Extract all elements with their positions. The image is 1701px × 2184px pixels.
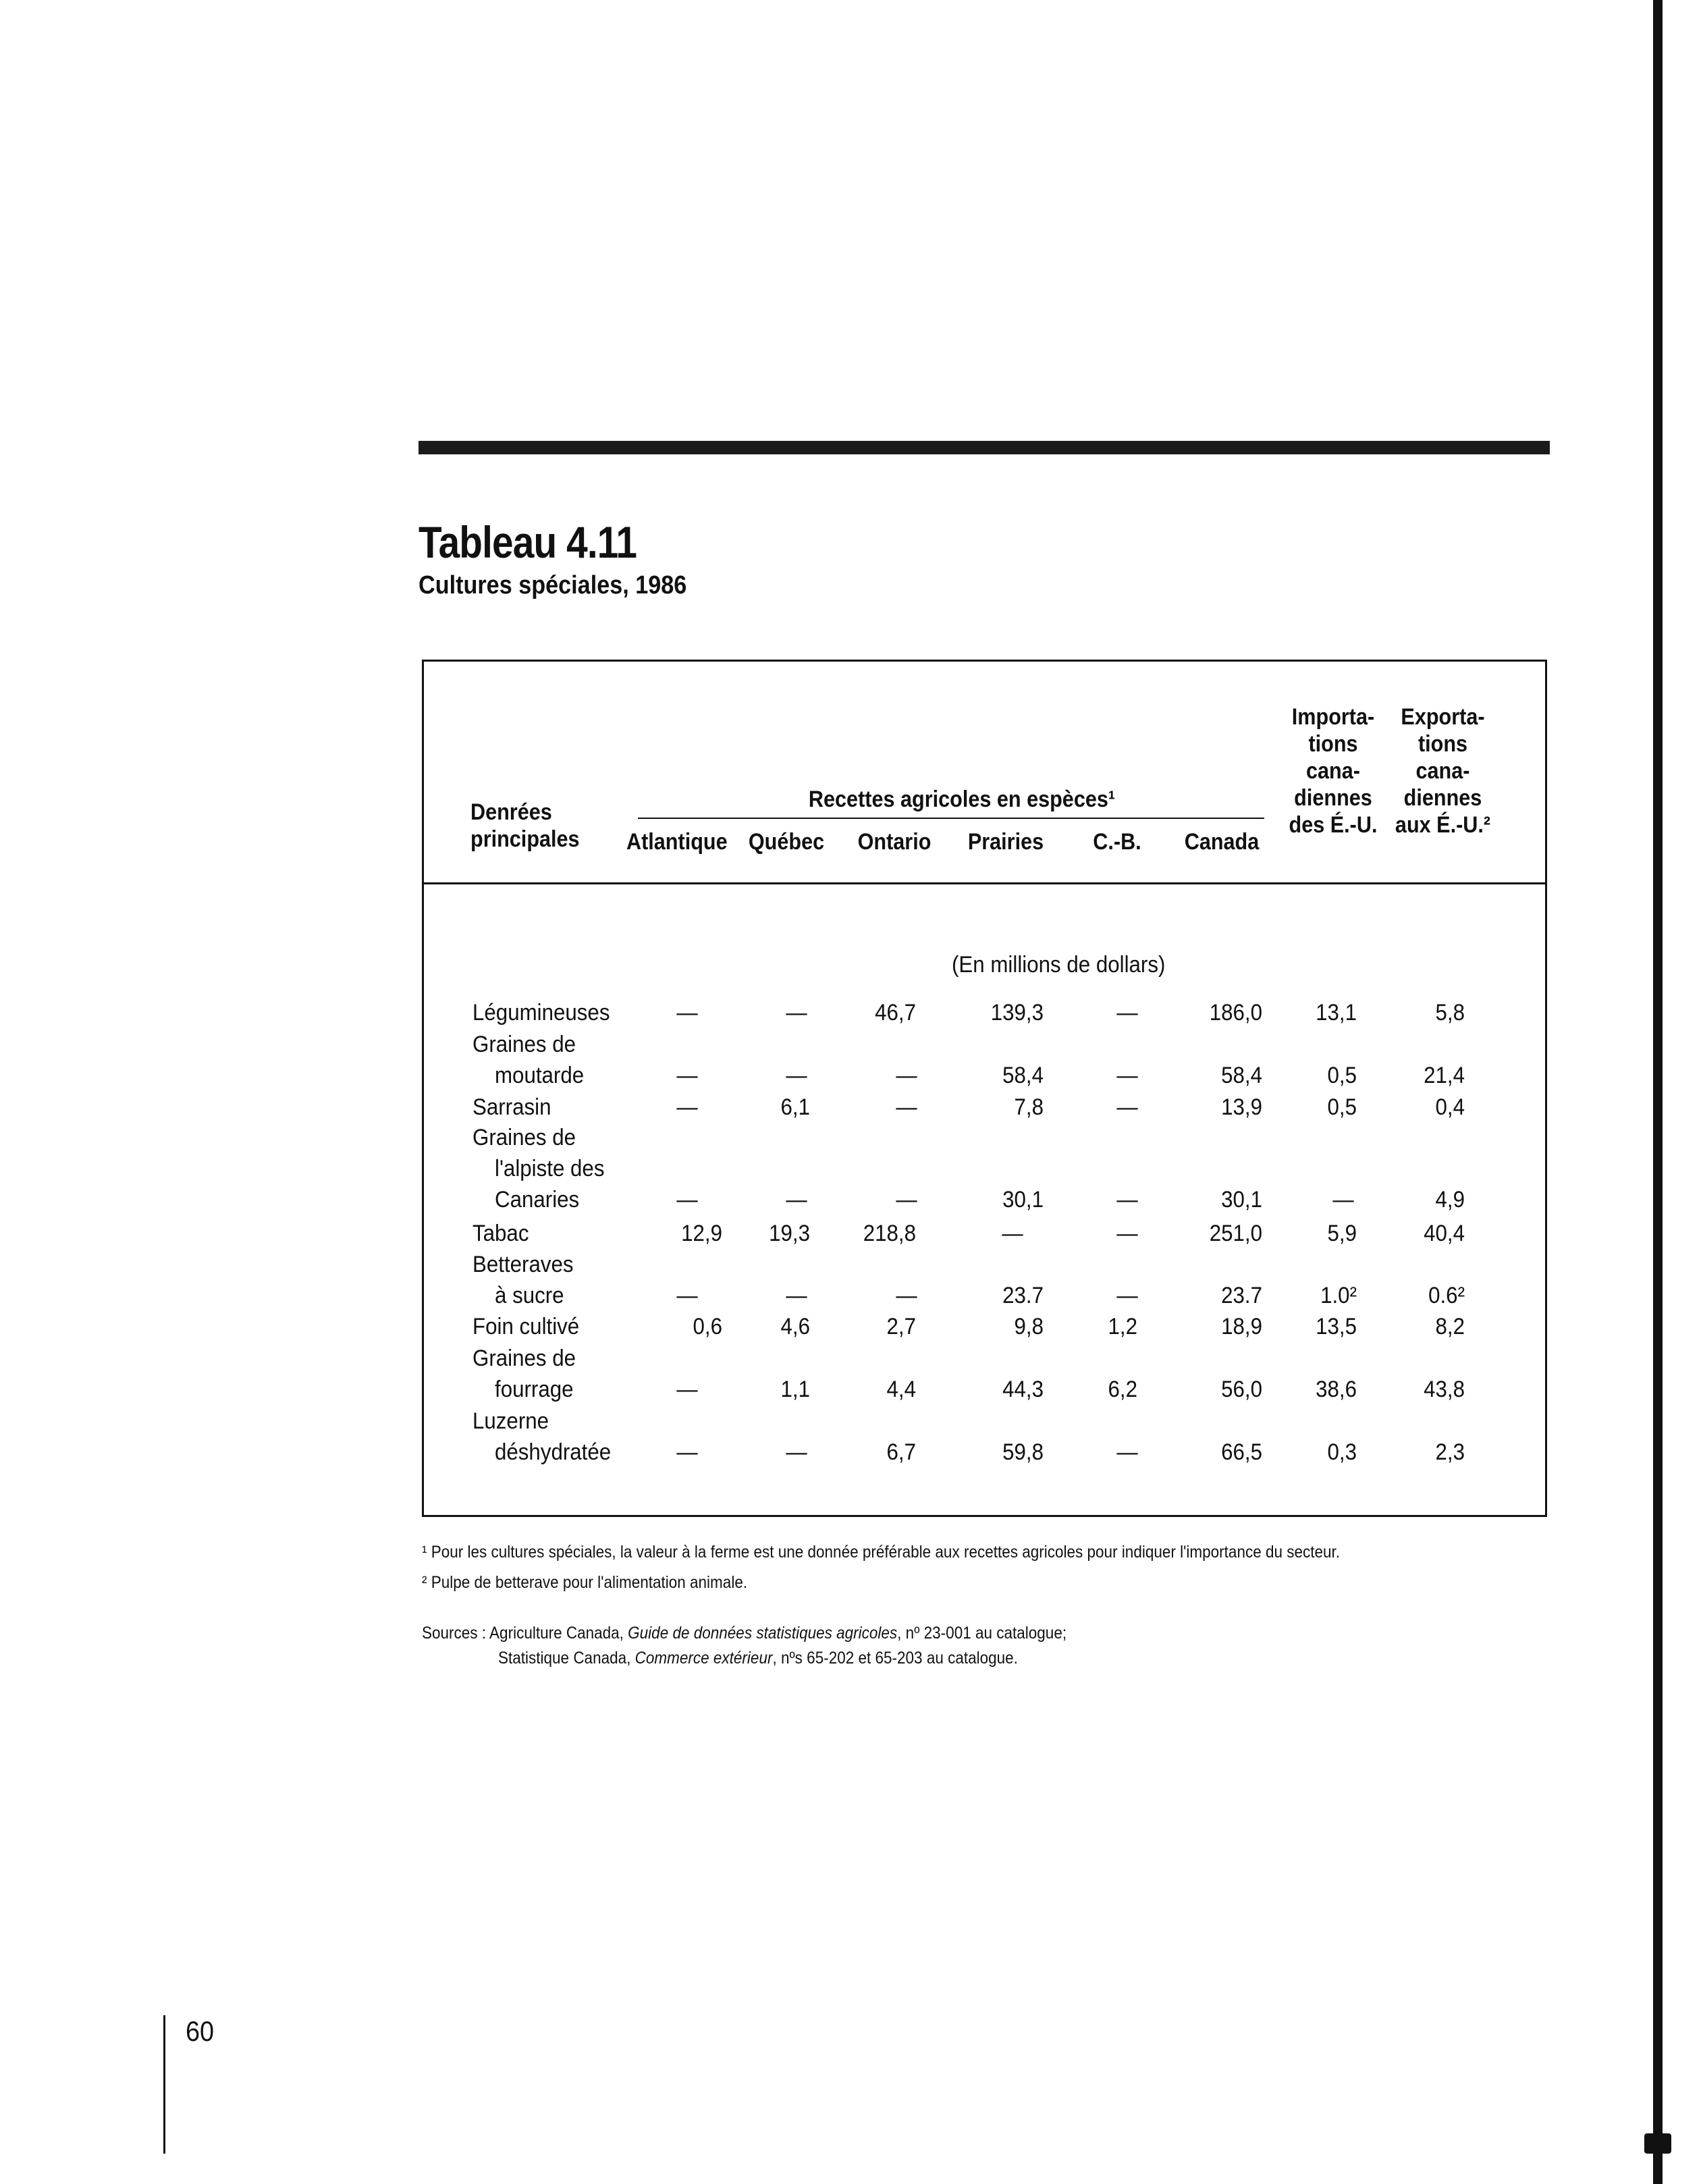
row-label: l'alpiste des <box>495 1156 605 1181</box>
table-cell: — <box>786 1063 807 1088</box>
table-cell: 9,8 <box>1014 1314 1044 1339</box>
table-cell: 186,0 <box>1209 1000 1262 1026</box>
row-label: fourrage <box>495 1377 574 1402</box>
table-cell: 7,8 <box>1014 1094 1044 1120</box>
row-label: Graines de <box>473 1125 576 1150</box>
footnote-2: ² Pulpe de betterave pour l'alimentation animale. <box>422 1573 748 1592</box>
row-label: Foin cultivé <box>473 1314 580 1339</box>
header-prairies: Prairies <box>967 829 1044 855</box>
table-cell: — <box>676 1094 698 1120</box>
table-cell: — <box>896 1094 917 1120</box>
table-subtitle: Cultures spéciales, 1986 <box>418 571 687 600</box>
table-cell: 8,2 <box>1435 1314 1465 1339</box>
table-cell: 4,4 <box>886 1377 916 1402</box>
header-denrees: Denrées principales <box>470 799 580 852</box>
header-ontario: Ontario <box>857 829 932 855</box>
unit-note: (En millions de dollars) <box>952 952 1166 978</box>
table-cell: 6,2 <box>1108 1377 1137 1402</box>
table-cell: — <box>1116 1283 1138 1308</box>
table-cell: 0,6 <box>693 1314 722 1339</box>
table-cell: 1,1 <box>780 1377 810 1402</box>
table-cell: — <box>1002 1221 1023 1246</box>
row-label: déshydratée <box>495 1439 612 1465</box>
table-cell: 30,1 <box>1221 1187 1262 1213</box>
table-cell: 44,3 <box>1002 1377 1044 1402</box>
table-cell: — <box>676 1439 698 1465</box>
table-cell: — <box>786 1187 807 1213</box>
header-exportations: Exporta- tions cana- diennes aux É.-U.² <box>1395 704 1491 838</box>
table-cell: 56,0 <box>1221 1377 1262 1402</box>
table-cell: 40,4 <box>1424 1221 1465 1246</box>
table-cell: — <box>786 1439 807 1465</box>
header-recettes: Recettes agricoles en espèces¹ <box>808 787 1116 812</box>
table-cell: 13,1 <box>1316 1000 1357 1026</box>
header-cb: C.-B. <box>1093 829 1141 855</box>
table-cell: 1.0² <box>1320 1283 1357 1308</box>
table-cell: 5,9 <box>1327 1221 1357 1246</box>
table-cell: 0,5 <box>1327 1094 1357 1120</box>
table-cell: 30,1 <box>1002 1187 1044 1213</box>
table-title: Tableau 4.11 <box>418 517 637 567</box>
table-cell: 5,8 <box>1435 1000 1465 1026</box>
table-cell: — <box>676 1000 698 1026</box>
table-cell: 0,4 <box>1435 1094 1465 1120</box>
table-cell: 43,8 <box>1424 1377 1465 1402</box>
row-label: à sucre <box>495 1283 564 1308</box>
page-number: 60 <box>186 2015 215 2047</box>
table-cell: — <box>786 1283 807 1308</box>
table-cell: 251,0 <box>1209 1221 1262 1246</box>
table-cell: 66,5 <box>1221 1439 1262 1465</box>
table-cell: 4,9 <box>1435 1187 1465 1213</box>
row-label: Luzerne <box>473 1408 549 1434</box>
table-cell: 59,8 <box>1002 1439 1044 1465</box>
row-label: Tabac <box>473 1221 529 1246</box>
header-canada: Canada <box>1184 829 1260 855</box>
table-cell: 12,9 <box>681 1221 722 1246</box>
table-cell: 2,7 <box>886 1314 916 1339</box>
table-cell: — <box>676 1187 698 1213</box>
row-label: moutarde <box>495 1063 585 1088</box>
table-cell: — <box>896 1063 917 1088</box>
table-cell: — <box>1116 1187 1138 1213</box>
table-cell: — <box>1332 1187 1354 1213</box>
group-header-rule <box>638 818 1264 819</box>
table-cell: 21,4 <box>1424 1063 1465 1088</box>
header-quebec: Québec <box>748 829 825 855</box>
row-label: Graines de <box>473 1032 576 1057</box>
row-label: Betteraves <box>473 1252 574 1277</box>
page-number-rule <box>163 2015 165 2154</box>
sources-line-1: Sources : Agriculture Canada, Guide de données statistiques agricoles, nº 23-001 au catalogue; <box>422 1624 1067 1643</box>
header-rule <box>422 882 1547 884</box>
table-cell: 0.6² <box>1428 1283 1465 1308</box>
row-label: Légumineuses <box>473 1000 610 1026</box>
table-cell: 58,4 <box>1221 1063 1262 1088</box>
right-margin-bar <box>1653 0 1663 2184</box>
table-cell: 18,9 <box>1221 1314 1262 1339</box>
top-rule <box>418 441 1550 454</box>
table-cell: — <box>1116 1000 1138 1026</box>
table-cell: 0,5 <box>1327 1063 1357 1088</box>
table-cell: 1,2 <box>1108 1314 1137 1339</box>
table-cell: 13,9 <box>1221 1094 1262 1120</box>
table-cell: 58,4 <box>1002 1063 1044 1088</box>
sources-line-2: Statistique Canada, Commerce extérieur, nºs 65-202 et 65-203 au catalogue. <box>498 1649 1018 1668</box>
table-cell: 139,3 <box>990 1000 1044 1026</box>
table-cell: 23.7 <box>1221 1283 1262 1308</box>
table-cell: — <box>896 1283 917 1308</box>
row-label: Sarrasin <box>473 1094 551 1120</box>
table-cell: — <box>676 1377 698 1402</box>
table-cell: — <box>1116 1094 1138 1120</box>
table-cell: 6,1 <box>780 1094 810 1120</box>
table-cell: — <box>896 1187 917 1213</box>
table-cell: 38,6 <box>1316 1377 1357 1402</box>
table-cell: 0,3 <box>1327 1439 1357 1465</box>
table-cell: — <box>786 1000 807 1026</box>
table-cell: 46,7 <box>875 1000 916 1026</box>
table-cell: 6,7 <box>886 1439 916 1465</box>
table-cell: — <box>1116 1063 1138 1088</box>
table-cell: — <box>676 1063 698 1088</box>
table-cell: 4,6 <box>780 1314 810 1339</box>
table-cell: 23.7 <box>1002 1283 1044 1308</box>
table-cell: — <box>1116 1221 1138 1246</box>
row-label: Canaries <box>495 1187 580 1213</box>
right-margin-bar-foot <box>1644 2133 1671 2154</box>
header-importations: Importa- tions cana- diennes des É.-U. <box>1289 704 1378 838</box>
header-atlantique: Atlantique <box>626 829 728 855</box>
table-cell: 19,3 <box>769 1221 810 1246</box>
table-cell: 218,8 <box>863 1221 916 1246</box>
footnote-1: ¹ Pour les cultures spéciales, la valeur à la ferme est une donnée préférable aux recettes agricoles pour indiquer l'importance du secteur. <box>422 1543 1341 1562</box>
table-cell: — <box>676 1283 698 1308</box>
row-label: Graines de <box>473 1346 576 1371</box>
table-cell: 13,5 <box>1316 1314 1357 1339</box>
table-cell: 2,3 <box>1435 1439 1465 1465</box>
table-cell: — <box>1116 1439 1138 1465</box>
